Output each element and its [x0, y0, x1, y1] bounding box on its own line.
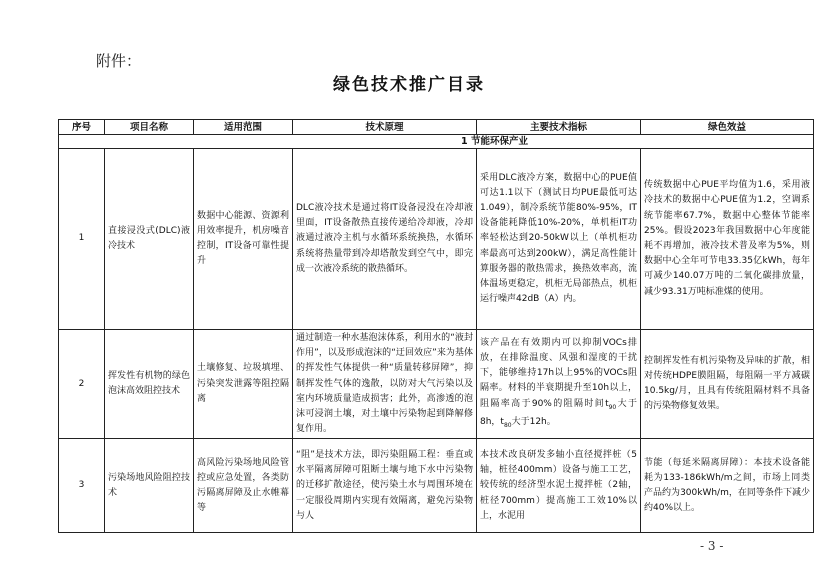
row-indicators — [477, 330, 641, 439]
row-indicators: 采用DLC液冷方案，数据中心的PUE值可达1.1以下（测试日均PUE最低可达1.049），制冷系统节能80%-95%，IT设备能耗降低10%-20%，单机柜IT功率轻松达到20-50kW以上（单机柜功率最高可达到200kW），满足高性能计算服务器的散热需求，换热效率高，流体温场更稳定，机柜无局部热点，机柜运行噪声42dB（A）内。 — [477, 149, 641, 330]
row-indicators: 本技术改良研发多轴小直径搅拌桩（5轴，桩径400mm）设备与施工工艺，较传统的经济型水泥土搅拌桩（2轴，桩径700mm）提高施工工效10%以上，水泥用 — [477, 439, 641, 533]
header-scope: 适用范围 — [194, 120, 293, 135]
section-title: 1 节能环保产业 — [59, 135, 814, 149]
row-scope: 土壤修复、垃圾填埋、污染突发泄露等阻控隔离 — [194, 330, 293, 439]
row-benefits: 传统数据中心PUE平均值为1.6，采用液冷技术的数据中心PUE值为1.2，空调系统节能率67.7%，数据中心整体节能率25%。假设2023年我国数据中心年度能耗不再增加，液冷技术普及率为5%，则数据中心全年可节电33.35亿kWh，每年可减少140.07万吨的二氧化碳排放量，减少93.31万吨标准煤的使用。 — [641, 149, 814, 330]
row-no: 3 — [59, 439, 105, 533]
row-benefits: 控制挥发性有机污染物及异味的扩散，相对传统HDPE膜阻隔，每阻隔一平方减碳10.5kg/月，且具有传统阻隔材料不具备的污染物修复效果。 — [641, 330, 814, 439]
indicator-text: 大于12h。 — [511, 416, 556, 427]
header-name: 项目名称 — [105, 120, 194, 135]
row-no: 1 — [59, 149, 105, 330]
indicator-text: 该产品在有效期内可以抑制VOCs排放，在排除温度、风强和湿度的干扰下，能够维持17h以上95%的VOCs阻隔率。材料的半衰期提升至10h以上，阻隔率高于90%的阻隔时间t — [480, 337, 637, 409]
subscript: 80 — [503, 421, 512, 429]
row-scope: 数据中心能源、资源利用效率提升，机房噪音控制，IT设备可靠性提升 — [194, 149, 293, 330]
row-name: 污染场地风险阻控技术 — [105, 439, 194, 533]
row-principle: 通过制造一种水基泡沫体系，利用水的“液封作用”，以及形成泡沫的“迂回效应”来为基体的挥发性气体提供一种“质量转移屏障”，抑制挥发性气体的逸散，以防对大气污染以及室内环境质量造成损害；此外，高渗透的泡沫可浸润土壤，对土壤中污染物起到降解修复作用。 — [293, 330, 477, 439]
table-row — [59, 439, 814, 533]
table-row — [59, 149, 814, 330]
attachment-label: 附件： — [96, 52, 142, 70]
header-benefits: 绿色效益 — [641, 120, 814, 135]
row-benefits: 节能（每延米隔离屏障）：本技术设备能耗为133-186kWh/m之间，市场上同类产品约为300kWh/m，在同等条件下减少约40%以上。 — [641, 439, 814, 533]
row-name: 直接浸没式(DLC)液冷技术 — [105, 149, 194, 330]
header-no: 序号 — [59, 120, 105, 135]
indicator-text: 大于8h，t — [480, 398, 637, 427]
page-title: 绿色技术推广目录 — [333, 75, 485, 95]
row-name: 挥发性有机物的绿色泡沫高效阻控技术 — [105, 330, 194, 439]
page-number: - 3 - — [700, 539, 724, 553]
row-principle: DLC液冷技术是通过将IT设备浸没在冷却液里面，IT设备散热直接传递给冷却液，冷却液通过液冷主机与水循环系统换热，水循环系统将热量带到冷却塔散发到空气中，即完成一次液冷系统的散热循环。 — [293, 149, 477, 330]
header-principle: 技术原理 — [293, 120, 477, 135]
section-row — [59, 135, 814, 149]
table-row — [59, 330, 814, 439]
row-principle: “阻”是技术方法，即污染阻隔工程：垂直或水平隔离屏障可阻断土壤与地下水中污染物的迁移扩散途径，使污染土水与周围环境在一定服役周期内实现有效隔离，避免污染物与人 — [293, 439, 477, 533]
table-header-row — [59, 120, 814, 135]
row-no: 2 — [59, 330, 105, 439]
green-tech-table — [58, 119, 814, 533]
subscript: 90 — [608, 403, 617, 411]
row-scope: 高风险污染场地风险管控或应急处置，各类防污隔离屏障及止水帷幕等 — [194, 439, 293, 533]
header-indicators: 主要技术指标 — [477, 120, 641, 135]
